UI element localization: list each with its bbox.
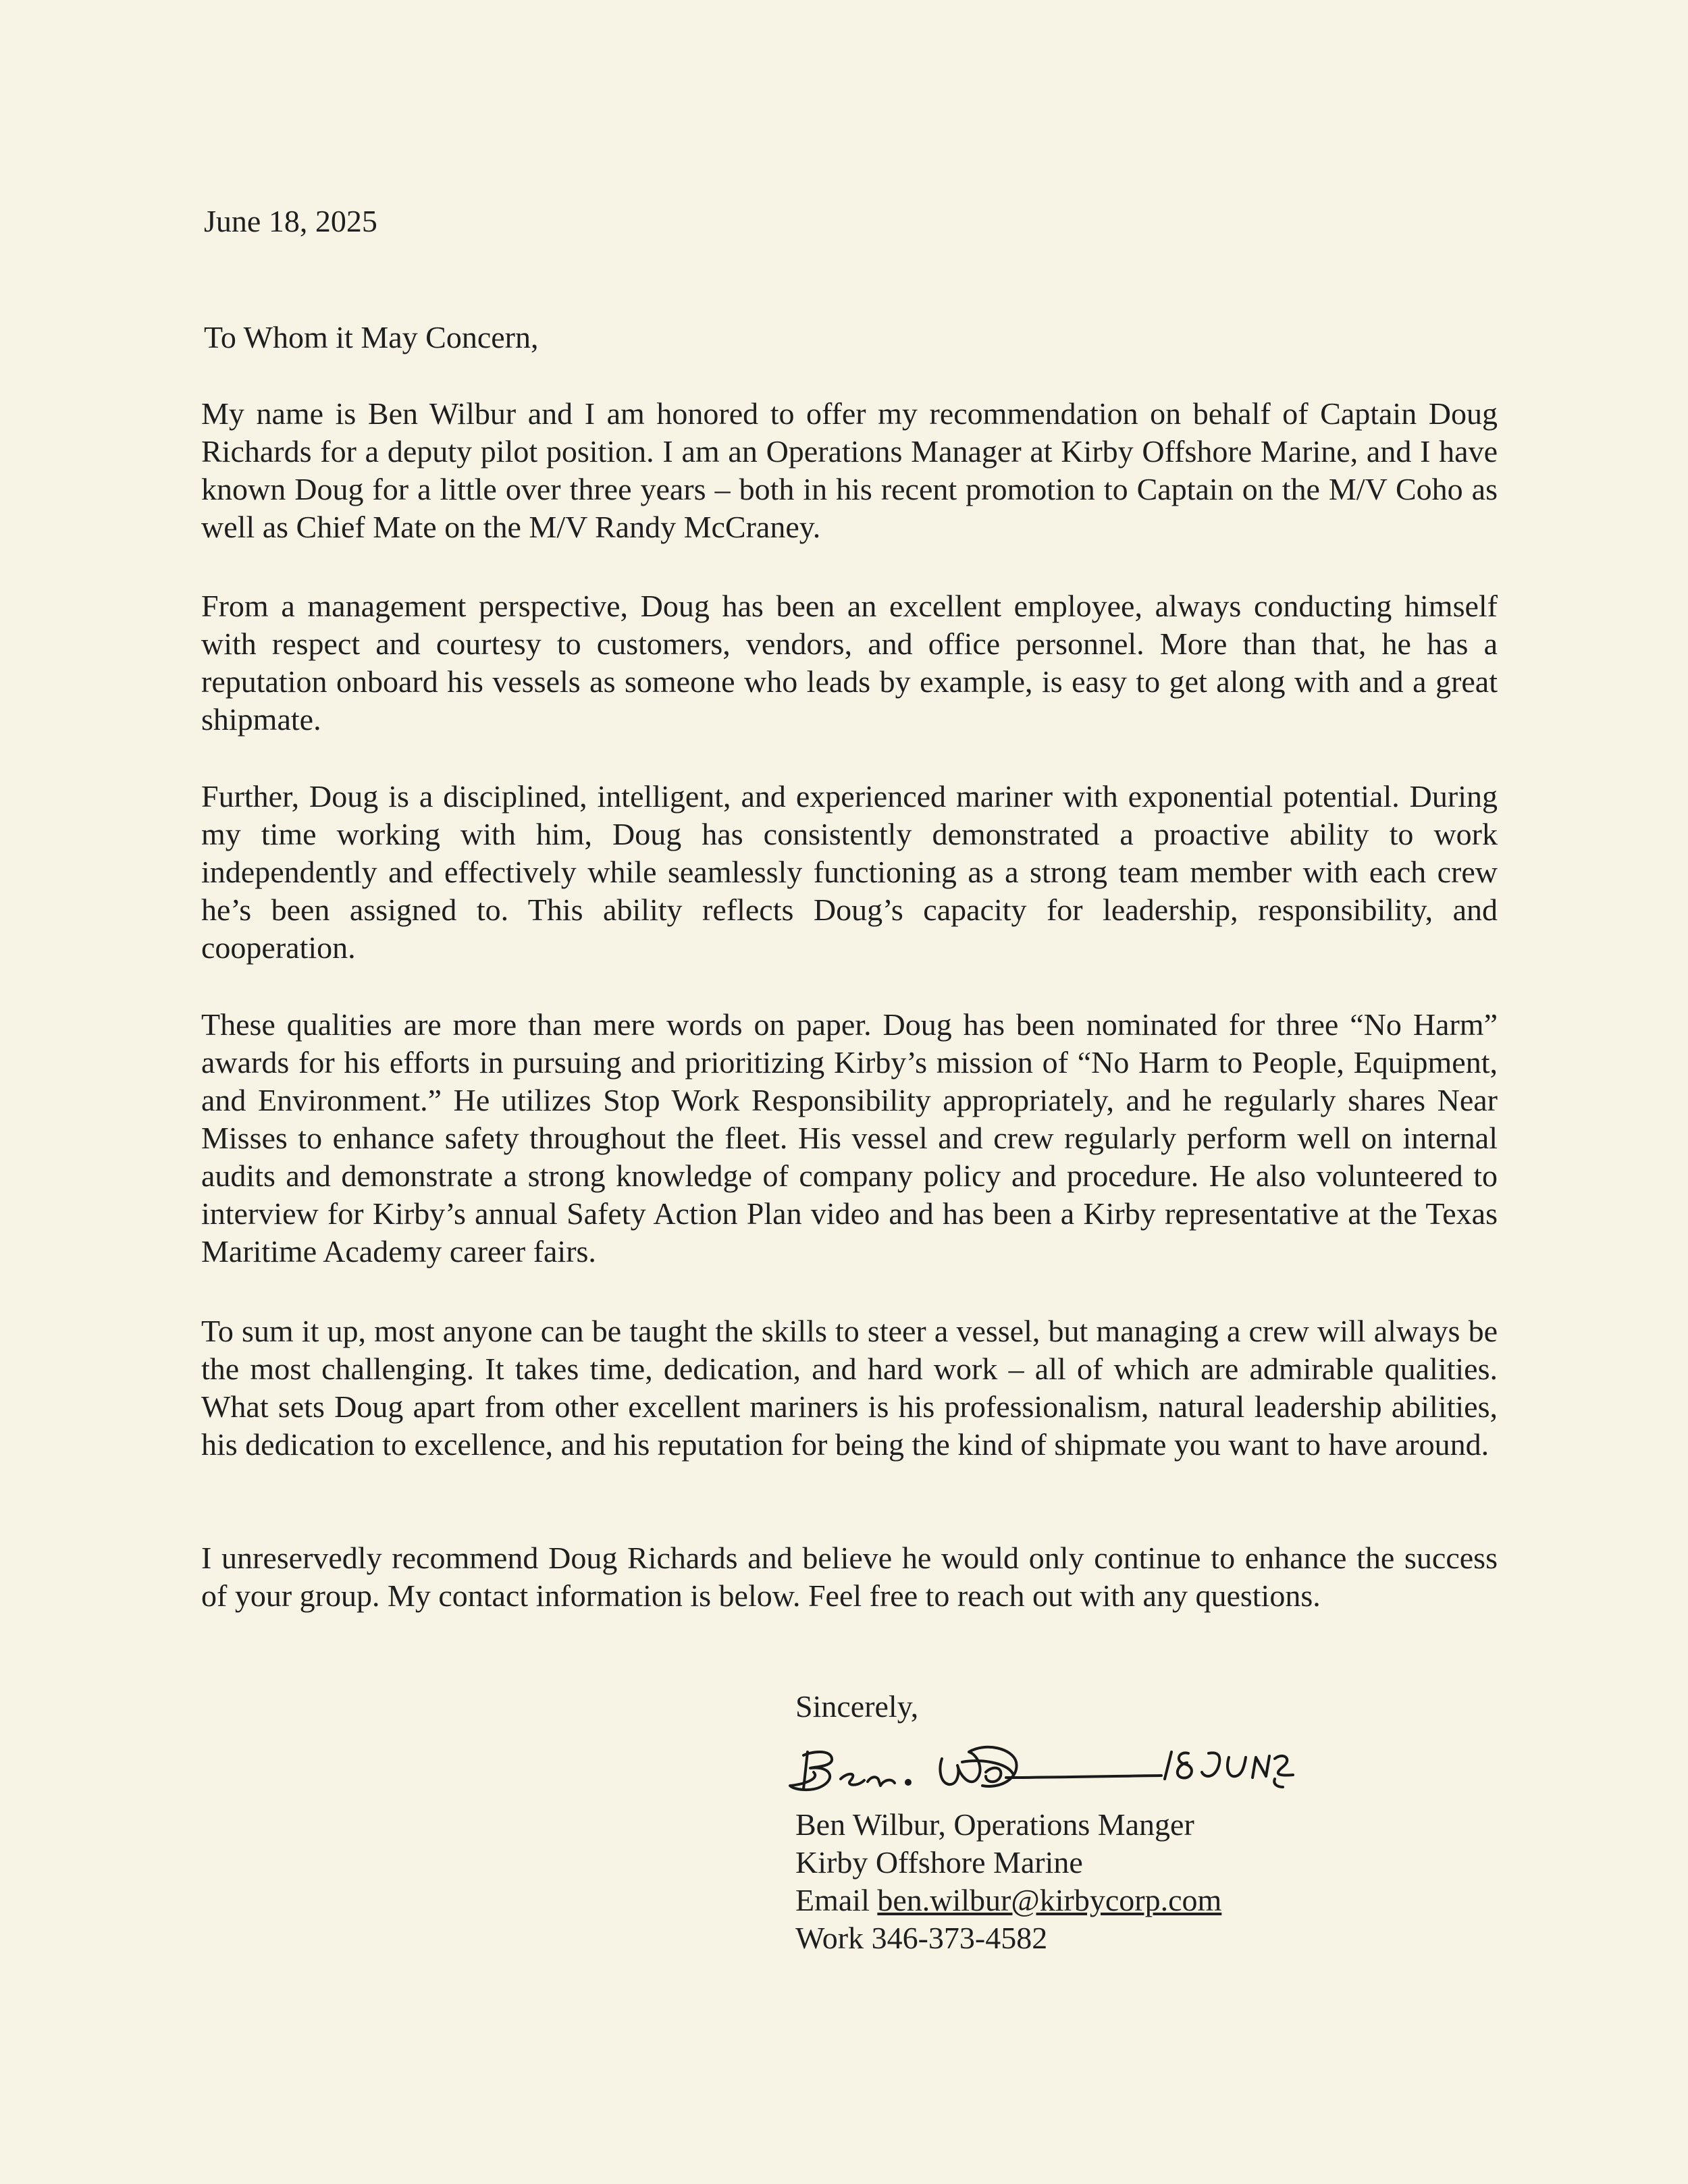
signer-block xyxy=(795,1806,1221,1957)
paragraph-introduction: My name is Ben Wilbur and I am honored to offer my recommendation on behalf of Captain Doug Richards for a deputy pilot position. I am an Operations Manager at Kirby Offshore Marine, and I have known Doug for a little over three years – both in his recent promotion to Captain on the M/V Coho as well as Chief Mate on the M/V Randy McCraney. xyxy=(201,396,1498,544)
phone-number: 346-373-4582 xyxy=(871,1921,1048,1955)
paragraph-mariner-qualities: Further, Doug is a disciplined, intelligent, and experienced mariner with exponential potential. During my time working with him, Doug has consistently demonstrated a proactive ability to work independently and effectively while seamlessly functioning as a strong team member with each crew he’s been assigned to. This ability reflects Doug’s capacity for leadership, responsibility, and cooperation. xyxy=(201,779,1498,965)
salutation: To Whom it May Concern, xyxy=(204,320,539,354)
closing: Sincerely, xyxy=(795,1689,919,1724)
signer-email-line xyxy=(795,1882,1221,1919)
signer-company: Kirby Offshore Marine xyxy=(795,1845,1083,1880)
email-link[interactable]: ben.wilbur@kirbycorp.com xyxy=(877,1883,1222,1917)
letter-date: June 18, 2025 xyxy=(204,204,377,238)
paragraph-summary: To sum it up, most anyone can be taught the skills to steer a vessel, but managing a crew will always be the most challenging. It takes time, dedication, and hard work – all of which are admirable qualities. What sets Doug apart from other excellent mariners is his professionalism, natural leadership abilities, his dedication to excellence, and his reputation for being the kind of shipmate you want to have around. xyxy=(201,1314,1498,1462)
work-label: Work xyxy=(795,1921,864,1955)
signer-phone-line xyxy=(795,1919,1221,1957)
email-label: Email xyxy=(795,1883,870,1917)
paragraph-management-perspective: From a management perspective, Doug has been an excellent employee, always conducting himself with respect and courtesy to customers, vendors, and office personnel. More than that, he has a reputation onboard his vessels as someone who leads by example, is easy to get along with and a great shipmate. xyxy=(201,589,1498,737)
paragraph-recommendation: I unreservedly recommend Doug Richards and believe he would only continue to enhance the success of your group. My contact information is below. Feel free to reach out with any questions. xyxy=(201,1541,1498,1613)
signer-name-title: Ben Wilbur, Operations Manger xyxy=(795,1807,1194,1842)
paragraph-safety-record: These qualities are more than mere words on paper. Doug has been nominated for three “No Harm” awards for his efforts in pursuing and prioritizing Kirby’s mission of “No Harm to People, Equipment, and Environment.” He utilizes Stop Work Responsibility appropriately, and he regularly shares Near Misses to enhance safety throughout the fleet. His vessel and crew regularly perform well on internal audits and demonstrate a strong knowledge of company policy and procedure. He also volunteered to interview for Kirby’s annual Safety Action Plan video and has been a Kirby representative at the Texas Maritime Academy career fairs. xyxy=(201,1007,1498,1269)
handwritten-signature xyxy=(783,1725,1296,1806)
